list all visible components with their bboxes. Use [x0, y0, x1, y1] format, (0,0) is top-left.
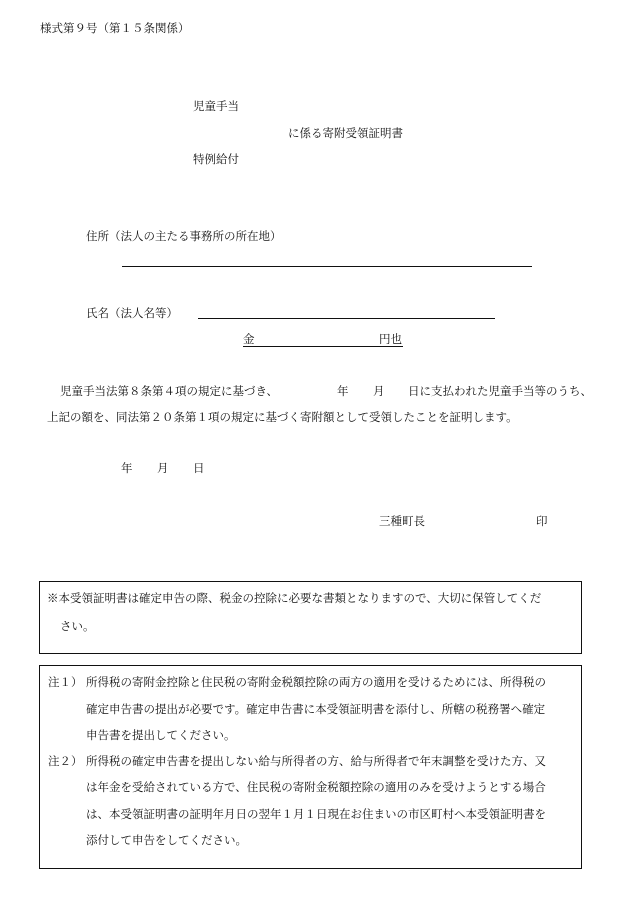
title-option-special-benefit: 特例給付 — [193, 152, 239, 166]
date-month: 月 — [157, 461, 169, 475]
statement-month: 月 — [373, 384, 385, 398]
title-option-child-allowance: 児童手当 — [193, 99, 239, 113]
statement-line2: 上記の額を、同法第２０条第１項の規定に基づく寄附額として受領したことを証明します。 — [47, 410, 518, 424]
note-1-line: 確定申告書の提出が必要です。確定申告書に本受領証明書を添付し、所轄の税務署へ確定 — [86, 702, 546, 716]
form-number: 様式第９号（第１５条関係） — [40, 21, 190, 35]
name-label: 氏名（法人名等） — [86, 306, 178, 320]
note-2-line: は年金を受給されている方で、住民税の寄附金税額控除の適用のみを受けようとする場合 — [86, 780, 546, 794]
address-field-line[interactable] — [122, 266, 532, 267]
statement-day-part: 日に支払われた児童手当等のうち、 — [408, 384, 592, 398]
amount-field-line[interactable] — [243, 346, 403, 347]
note-2-line: 添付して申告をしてください。 — [86, 833, 247, 847]
note-2-label: 注２） — [48, 754, 83, 768]
statement-line1-part1: 児童手当法第８条第４項の規定に基づき、 — [60, 384, 279, 398]
note-1-line: 所得税の寄附金控除と住民税の寄附金税額控除の両方の適用を受けるためには、所得税の — [86, 675, 546, 689]
note-2-line: 所得税の確定申告書を提出しない給与所得者の方、給与所得者で年末調整を受けた方、又 — [86, 754, 546, 768]
amount-suffix: 円也 — [379, 332, 402, 346]
notice-line1: ※本受領証明書は確定申告の際、税金の控除に必要な書類となりますので、大切に保管してくだ — [47, 591, 542, 605]
amount-prefix: 金 — [243, 332, 255, 346]
seal-mark: 印 — [536, 514, 548, 528]
document-title: に係る寄附受領証明書 — [288, 126, 403, 140]
notice-line2: さい。 — [60, 619, 95, 633]
address-label: 住所（法人の主たる事務所の所在地） — [86, 229, 282, 243]
note-2-line: は、本受領証明書の証明年月日の翌年１月１日現在お住まいの市区町村へ本受領証明書を — [86, 807, 546, 821]
notice-box — [39, 581, 582, 654]
note-1-line: 申告書を提出してください。 — [86, 728, 236, 742]
statement-year: 年 — [337, 384, 349, 398]
notes-box — [39, 665, 582, 869]
issuer-name: 三種町長 — [379, 514, 425, 528]
name-field-line[interactable] — [198, 318, 495, 319]
date-day: 日 — [193, 461, 205, 475]
date-year: 年 — [121, 461, 133, 475]
note-1-label: 注１） — [48, 675, 83, 689]
